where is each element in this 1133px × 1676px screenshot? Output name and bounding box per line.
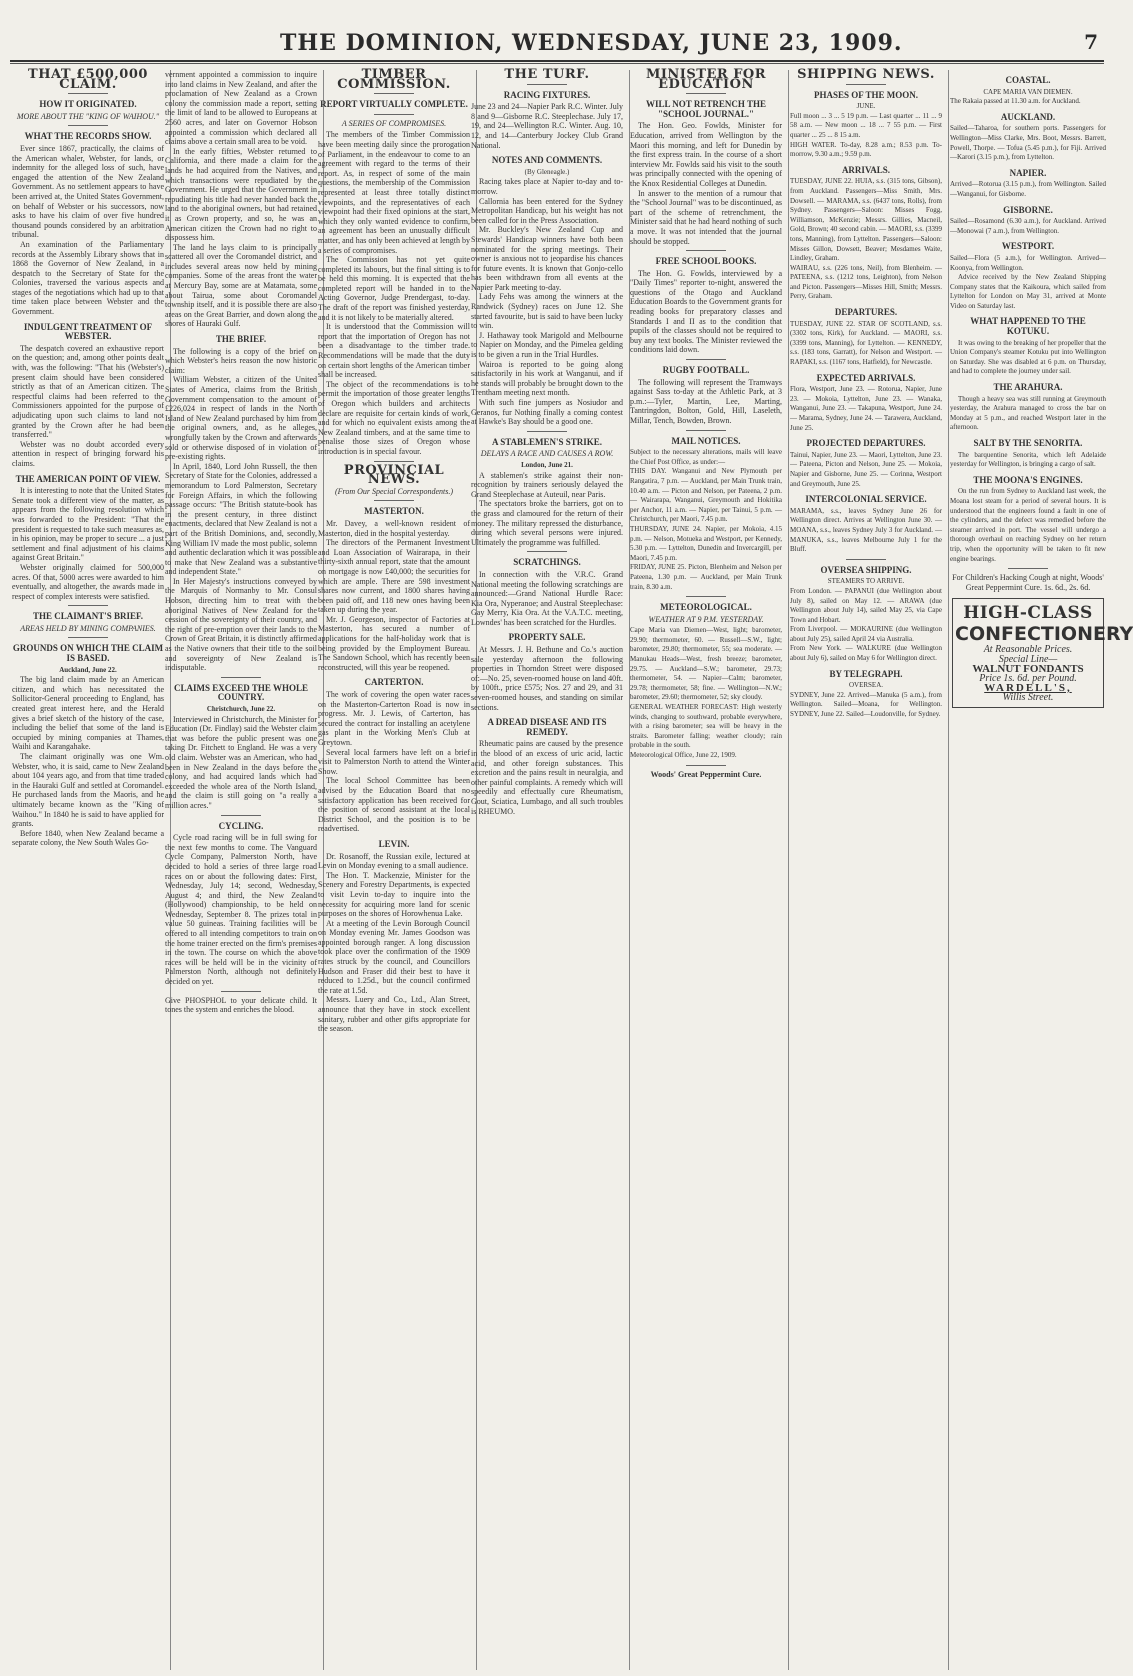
subhead-american-view: THE AMERICAN POINT OF VIEW. xyxy=(15,473,161,484)
subhead-compromises: A SERIES OF COMPROMISES. xyxy=(341,118,447,128)
column-5: MINISTER FOR EDUCATION WILL NOT RETRENCH THE "SCHOOL JOURNAL." The Hon. Geo. Fowlds, Minister for Education, arrived from Wellington by the Maori this morning, and left for Dunedin by the first express train. In the course of a short interview Mr. Fowlds said his visit to the south was principally connected with the opening of the Knox Residential Colleges at Dunedin. In answer to the mention of a rumour that the "School Journal" was to be discontinued, as part of the scheme of retrenchment, the Minister said that he had heard nothing of such a move. It was not intended that the journal should be stopped. FREE SCHOOL BOOKS. The Hon. G. Fowlds, interviewed by a "Daily Times" reporter to-night, answered the questions of the Otago and Auckland Education Boards to the Government grants for reading books for preparatory classes and Standards I and II as to the condition that pupils of the classes should not be required to buy any text books. The Minister reviewed the conditions laid down. RUGBY FOOTBALL. The following will represent the Tramways against Sass to-day at the Athletic Park, at 3 p.m.:—Tyler, Martin, Lee, Marting, Tantringdon, Bolton, Gold, Hill, Laseleth, Millar, Tench, Bowden, Brown. MAIL NOTICES. Subject to the necessary alterations, mails will leave the Chief Post Office, as under:— THIS DAY. Wanganui and New Plymouth per Rangatira, 7 p.m. — Auckland, per Main Trunk train, 10.40 a.m. — Picton and Nelson, per Pateena, 2 p.m. — Wairarapa, Wanganui, Greymouth and Hokitika per Anchor, 11 a.m. — Napier, per Tainui, 5 p.m. — Christchurch, per Maori, 7.45 p.m. THURSDAY, JUNE 24. Napier, per Mokoia, 4.15 p.m. — Nelson, Motueka and Westport, per Kennedy, 5.30 p.m. — Lyttelton, Dunedin and Invercargill, per Maori, 7.45 p.m. FRIDAY, JUNE 25. Picton, Blenheim and Nelson per Pateena, 1.30 p.m. — Auckland, per Main Trunk train, 8.30 a.m. METEOROLOGICAL. WEATHER AT 9 P.M. YESTERDAY. Cape Maria van Diemen—West, light; barometer, 29.90; thermometer, 60. — Russell—S.W., light; barometer, 29.80; thermometer, 55; sea moderate. — Manukau Heads—West, fresh breeze; barometer, 29.75. — Auckland—S.W.; barometer, 29.73; thermometer, 54. — Napier—Calm; barometer, 29.78; thermometer, 58; fine. — Wellington—N.W.; barometer, 29.60; thermometer, 52; sky cloudy. GENERAL WEATHER FORECAST: High westerly winds, changing to southward, probable everywhere, with a rising barometer; sea will be heavy in the straits. Barometer falling; weather cloudy; rain probable in the south. Meteorological Office, June 22, 1909. Woods' Great Peppermint Cure. xyxy=(630,70,782,1670)
subhead-records: WHAT THE RECORDS SHOW. xyxy=(24,131,152,142)
subhead-scratchings: SCRATCHINGS. xyxy=(513,557,581,568)
advert-wardells: WARDELL'S, xyxy=(984,681,1072,694)
masthead xyxy=(10,20,1104,62)
headline-education: MINISTER FOR EDUCATION xyxy=(645,67,767,92)
masthead-rule xyxy=(10,63,1104,64)
subhead-mail: MAIL NOTICES. xyxy=(671,435,741,446)
subhead-telegraph: BY TELEGRAPH. xyxy=(829,668,903,679)
headline-provincial: PROVINCIAL NEWS. xyxy=(343,462,445,488)
subhead-june: JUNE. xyxy=(856,102,876,111)
subhead-free-books: FREE SCHOOL BOOKS. xyxy=(655,256,757,267)
subhead-oversea-2: OVERSEA. xyxy=(848,681,884,690)
cough-advert: For Children's Hacking Cough at night, Woods' Great Peppermint Cure. 1s. 6d., 2s. 6d. xyxy=(952,573,1104,592)
subhead-moona: THE MOONA'S ENGINES. xyxy=(973,474,1083,485)
subhead-dread-disease: A DREAD DISEASE AND ITS REMEDY. xyxy=(487,717,607,737)
phosphol-advert: Give PHOSPHOL to your delicate child. It tones the system and enriches the blood. xyxy=(165,995,317,1015)
column-4: THE TURF. RACING FIXTURES. June 23 and 24—Napier Park R.C. Winter. July 8 and 9—Gisborne R.C. Steeplechase. July 17, 19, and 24—Wellington R.C. Winter. Aug. 10, 12, and 14—Canterbury Jockey Club Grand National. NOTES AND COMMENTS. (By Gleneagle.) Racing takes place at Napier to-day and to-morrow. Callornia has been entered for the Sydney Metropolitan Handicap, but his weight has not been called for in the Press Association. Mr. Buckley's New Zealand Cup and Stewards' Handicap winners have both been nominated for the spring meetings. Their owner is anxious not to jeopardise his chances for future events. It is known that Gonjo-cello has been withdrawn from all events at the Napier Park meeting to-day. Lady Fehs was among the winners at the Randwick (Sydney) races on June 12. She started favourite, but is said to have been lucky to win. J. Hathaway took Marigold and Melbourne to Napier on Monday, and the Pimelea gelding is to be given a run in the Trial Hurdles. Wairoa is reported to be going along satisfactorily in his work at Wanganui, and if he stands will probably be brought down to the Trentham meeting next month. With such fine jumpers as Nosiudor and Geranos, fur Nothing finally a coming contest at Hawke's Bay should be a good one. A STABLEMEN'S STRIKE. DELAYS A RACE AND CAUSES A ROW. London, June 21. A stablemen's strike against their non-recognition by trainers seriously delayed the Grand Steeplechase at Auteuil, near Paris. The spectators broke the barriers, got on to the grass and clamoured for the return of their money. The military repressed the disturbance, during which several persons were injured. Ultimately the programme was fulfilled. SCRATCHINGS. In connection with the V.R.C. Grand National meeting the following scratchings are announced:—Grand National Hurdle Race: Kia Ora, Nyperanoe; and Austral Steeplechase: Gay Merry, Kia Ora. At the V.A.T.C. meeting, Lowndes' has been scratched for the Hurdles. PROPERTY SALE. At Messrs. J. H. Bethune and Co.'s auction sale yesterday afternoon the following properties in Thorndon Street were disposed of:—No. 25, seven-roomed house on land 40ft. by 100ft., price £575; Nos. 27 and 29, and 31 seven-roomed houses, and standing on similar sections. A DREAD DISEASE AND ITS REMEDY. Rheumatic pains are caused by the presence in the blood of an excess of uric acid, lactic acid, and other foreign substances. This excretion and the pains result in neuralgia, and other painful complaints. A remedy which will speedily and effectually cure Rheumatism, Gout, Sciatica, Lumbago, and all such troubles is RHEUMO. xyxy=(471,70,623,1670)
headline-timber: TIMBER COMMISSION. xyxy=(337,67,451,92)
subhead-cycling: CYCLING. xyxy=(218,820,264,831)
advert-special: Special Line— xyxy=(998,653,1058,665)
subhead-rugby: RUGBY FOOTBALL. xyxy=(662,365,750,376)
subhead-grounds: GROUNDS ON WHICH THE CLAIM IS BASED. xyxy=(12,643,164,664)
subhead-treatment: INDULGENT TREATMENT OF WEBSTER. xyxy=(23,321,153,342)
subhead-projected: PROJECTED DEPARTURES. xyxy=(806,438,926,449)
dateline-auckland: Auckland, June 22. xyxy=(59,665,117,674)
headline-turf: THE TURF. xyxy=(504,67,590,82)
subhead-napier: NAPIER. xyxy=(1009,167,1047,178)
wardells-advert xyxy=(952,598,1133,708)
column-7: COASTAL. CAPE MARIA VAN DIEMEN. The Rakaia passed at 11.30 a.m. for Auckland. AUCKLAND. Sailed—Taharoa, for southern ports. Passengers for Wellington—Miss Clarke, Mrs. Boot, Messrs. Barrett, Powell, Thorpe. — Tofua (5.45 p.m.), for Fiji. Arrived—Karori (3.15 p.m.), from Lyttelton. NAPIER. Arrived—Rotorua (3.15 p.m.), from Wellington. Sailed—Wanganui, for Gisborne. GISBORNE. Sailed—Rosamond (6.30 a.m.), for Auckland. Arrived—Monowai (7 a.m.), from Wellington. WESTPORT. Sailed—Flora (5 a.m.), for Wellington. Arrived—Koonya, from Wellington. Advice received by the New Zealand Shipping Company states that the Kaikoura, which sailed from Lyttelton for London on May 31, arrived at Monte Video on Saturday last. WHAT HAPPENED TO THE KOTUKU. It was owing to the breaking of her propeller that the Union Company's steamer Kotuku put into Wellington on Saturday. She was disabled at 6 p.m. on Thursday, and had to complete the journey under sail. THE ARAHURA. Though a heavy sea was still running at Greymouth yesterday, the Arahura managed to cross the bar on Monday at 5 p.m., and reached Westport later in the afternoon. SALT BY THE SENORITA. The barquentine Senorita, which left Adelaide yesterday for Wellington, is bringing a cargo of salt. THE MOONA'S ENGINES. On the run from Sydney to Auckland last week, the Moana lost steam for a period of several hours. It is understood that the engineers found a fault in one of the cylinders, and the defect was remedied before the steamer arrived in port. The vessel will undergo a thorough overhaul on reaching Sydney on her return trip, when the opportunity will be taken to fit new engine bearings. For Children's Hacking Cough at night, Woods' Great Peppermint Cure. 1s. 6d., 2s. 6d. HIGH-CLASS CONFECTIONERY At Reasonable Prices. Special Line— WALNUT FONDANTS Price 1s. 6d. per Pound. WARDELL'S, Willis Street. xyxy=(950,70,1106,1670)
subhead-king: MORE ABOUT THE "KING OF WAIHOU." xyxy=(16,111,160,121)
column-6: SHIPPING NEWS. PHASES OF THE MOON. JUNE. Full moon ... 3 ... 5 19 p.m. — Last quarter ... 11 ... 9 58 a.m. — New moon ... 18 ... 7 55 p.m. — First quarter ... 25 ... 8 15 a.m. HIGH WATER. To-day, 8.28 a.m.; 8.53 p.m. To-morrow, 9.30 a.m.; 9.59 p.m. ARRIVALS. TUESDAY, JUNE 22. HUIA, s.s. (315 tons, Gibson), from Auckland. Passengers—Miss Smith, Mrs. Dowsell. — MARAMA, s.s. (6437 tons, Rolls), from Sydney. Passengers—Saloon: Misses Fogg, Williamson, McKenzie; Messrs. Gillies, Macneil, Gold, Brown; 40 second cabin. — MAORI, s.s. (3399 tons, Manning), from Lyttelton. Passengers—Saloon: Misses Gillon, Dowsett, Beaver; Mesdames Waite, Lindley, Graham. WAIRAU, s.s. (226 tons, Neil), from Blenheim. — PATEENA, s.s. (1212 tons, Leighton), from Nelson and Picton. Passengers—Misses Hill, Smith; Messrs. Perry, Graham. DEPARTURES. TUESDAY, JUNE 22. STAR OF SCOTLAND, s.s. (3302 tons, Kirk), for Auckland. — MAORI, s.s. (3399 tons, Manning), for Lyttelton. — KENNEDY, s.s. (183 tons, Garratt), for Nelson and Westport. — RAPAKI, s.s. (1167 tons, Hatfield), for Newcastle. EXPECTED ARRIVALS. Flora, Westport, June 23. — Rotorua, Napier, June 23. — Mokoia, Lyttelton, June 23. — Wanaka, Wanganui, June 23. — Takapuna, Westport, June 24. — Marama, Sydney, June 24. — Tarawera, Auckland, June 25. PROJECTED DEPARTURES. Tainui, Napier, June 23. — Maori, Lyttelton, June 23. — Pateena, Picton and Nelson, June 25. — Mokoia, Napier and Gisborne, June 25. — Corinna, Westport and Greymouth, June 25. INTERCOLONIAL SERVICE. MARAMA, s.s., leaves Sydney June 26 for Wellington direct. Arrives at Wellington June 30. — MOANA, s.s., leaves Sydney July 3 for Auckland. — MANUKA, s.s., leaves Melbourne July 1 for the Bluff. OVERSEA SHIPPING. STEAMERS TO ARRIVE. From London. — PAPANUI (due Wellington about July 8), sailed on May 12. — ARAWA (due Wellington about July 14), sailed May 25, via Cape Town and Hobart. From Liverpool. — MOKAURINE (due Wellington about July 25), sailed April 24 via Australia. From New York. — WALKURE (due Wellington about July 6), sailed on May 6 for Wellington direct. BY TELEGRAPH. OVERSEA. SYDNEY, June 22. Arrived—Manuka (5 a.m.), from Wellington. Sailed—Moana, for Wellington. SYDNEY, June 22. Sailed—Loudonville, for Sydney. xyxy=(790,70,942,1670)
subhead-fixtures: RACING FIXTURES. xyxy=(503,89,591,100)
advert-price: Price 1s. 6d. per Pound. xyxy=(979,673,1077,685)
peppermint-signoff: Woods' Great Peppermint Cure. xyxy=(650,769,762,779)
place-carterton: CARTERTON. xyxy=(364,677,424,688)
subhead-intercolonial: INTERCOLONIAL SERVICE. xyxy=(805,494,927,505)
paper-title: THE DOMINION, WEDNESDAY, JUNE 23, 1909. xyxy=(280,30,903,56)
headline-claim: THAT £500,000 CLAIM. xyxy=(28,67,148,92)
advert-prices: At Reasonable Prices. xyxy=(983,644,1073,656)
subhead-gisborne: GISBORNE. xyxy=(1003,204,1053,215)
subhead-correspondents: (From Our Special Correspondents.) xyxy=(334,486,454,496)
subhead-brief: THE CLAIMANT'S BRIEF. xyxy=(33,611,143,622)
headline-shipping: SHIPPING NEWS. xyxy=(797,67,935,82)
byline-gleneagle: (By Gleneagle.) xyxy=(524,167,570,176)
subhead-kotuku: WHAT HAPPENED TO THE KOTUKU. xyxy=(970,316,1086,337)
subhead-mining: AREAS HELD BY MINING COMPANIES. xyxy=(20,623,156,633)
subhead-report: REPORT VIRTUALLY COMPLETE. xyxy=(320,99,468,110)
subhead-strike: A STABLEMEN'S STRIKE. xyxy=(491,436,603,447)
subhead-brief-2: THE BRIEF. xyxy=(215,334,267,345)
subhead-westport: WESTPORT. xyxy=(1001,241,1055,252)
place-levin: LEVIN. xyxy=(378,838,410,849)
subhead-coastal: COASTAL. xyxy=(1005,75,1051,85)
subhead-expected: EXPECTED ARRIVALS. xyxy=(816,372,916,383)
advert-confectionery: CONFECTIONERY xyxy=(955,623,1133,646)
column-1: THAT £500,000 CLAIM. HOW IT ORIGINATED. MORE ABOUT THE "KING OF WAIHOU." WHAT THE RECORDS SHOW. Ever since 1867, practically, the claims of the American whaler, Webster, for lands, or indemnity for the alleged loss of such, have engaged the attention of the New Zealand Government. As no settlement appears to have been arrived at, the United States Government, on behalf of Webster or his successors, now asks to have his claim of over five hundred thousand pounds considered by an arbitration tribunal. An examination of the Parliamentary records at the Assembly Library shows that in 1868 the Governor of New Zealand, in a despatch to the Secretary of State for the Colonies, traversed the various aspects and stages of the negotiations which had up to that time taken place between Webster and the Government. INDULGENT TREATMENT OF WEBSTER. The despatch covered an exhaustive report on the question; and, among other points dealt with, was the following: "That his (Webster's) present claim should have been considered strictly as that of an American citizen. The respectful claims had been referred to the Commissioners appointed for the purpose of adjudicating upon such claims to land not granted by the Crown after he had been transferred." Webster was no doubt accorded every attention in respect of bringing forward his claims. THE AMERICAN POINT OF VIEW. It is interesting to note that the United States Senate took a different view of the matter, as appears from the following resolution which was forwarded to the President: "That the president is requested to take such measures as, in his opinion, may be proper to secure ... a just settlement and final adjustment of his claims against Great Britain." Webster originally claimed for 500,000 acres. Of that, 5000 acres were awarded to him eventually, and altogether, the awards made in respect of complex interests were satisfied. THE CLAIMANT'S BRIEF. AREAS HELD BY MINING COMPANIES. GROUNDS ON WHICH THE CLAIM IS BASED. Auckland, June 22. The big land claim made by an American citizen, and which has necessitated the Sollicitor-General proceeding to England, has created great interest here, and the Herald gives a brief sketch of the history of the case, including the belief that some of the land is occupied by mining companies at Thames, Waihi and Karangahake. The claimant originally was one Wm. Webster, who, it is said, came to New Zealand about 104 years ago, and from that time traded in the Hauraki Gulf and settled at Coromandel. He purchased lands from the Maoris, and he ultimately became known as the "King of Waihou." In 1840 he is said to have applied for grants. Before 1840, when New Zealand became a separate colony, the New South Wales Go- xyxy=(12,70,164,1670)
subhead-cape-maria: CAPE MARIA VAN DIEMEN. xyxy=(983,87,1073,96)
subhead-notes: NOTES AND COMMENTS. xyxy=(491,155,603,166)
dateline-london: London, June 21. xyxy=(521,460,573,469)
column-3: TIMBER COMMISSION. REPORT VIRTUALLY COMPLETE. A SERIES OF COMPROMISES. The members of the Timber Commission have been meeting daily since the prorogation of Parliament, in the endeavour to come to an agreement with regard to the terms of their report. As, in respect of some of the main questions, the membership of the Commission represented at least three totally distinct viewpoints, and the representatives of each viewpoint had their fixed opinions at the start, which they only wanted evidence to confirm, an agreement has been an unusually difficult matter, and has only been achieved at length by a series of compromises. The Commission has not yet quite completed its labours, but the final sitting is to be held this morning. It is expected that the completed report will be handed in to the Acting Governor, Judge Prendergast, to-day. The draft of the report was finished yesterday, and it is not likely to be materially altered. It is understood that the Commission will report that the importation of Oregon has not been a disadvantage to the timber trade. Recommendations will be made that the duty on certain short lengths of the American timber shall be increased. The object of the recommendations is to permit the importation of those greater lengths of Oregon which builders and architects declare are requisite for certain kinds of work, and for which no equivalent exists among the New Zealand timbers, and at the same time to penalise those sizes of Oregon whose introduction is in special favour. PROVINCIAL NEWS. (From Our Special Correspondents.) MASTERTON. Mr. Davey, a well-known resident of Masterton, died in the hospital yesterday. The directors of the Permanent Investment and Loan Association of Wairarapa, in their thirty-sixth annual report, state that the amount on mortgage is now £40,000; the securities for which are ample. There are 598 investment shares now current, and 1800 shares having been paid off, and 118 new ones having been taken up during the year. Mr. J. Georgeson, inspector of Factories at Masterton, has secured a number of applications for the half-holiday work that is being provided by the Employment Bureau. The Sandown School, which has recently been reconstructed, will this year be reopened. CARTERTON. The work of covering the open water races on the Masterton-Carterton Road is now in progress. Mr. J. Lewis, of Carterton, has secured the contract for installing an acetylene gas plant in the Working Men's Club at Greytown. Several local farmers have left on a brief visit to Palmerston North to attend the Winter Show. The local School Committee has been advised by the Education Board that no satisfactory application has been received for the position of second assistant at the local District School, and the position is to be readvertised. LEVIN. Dr. Rosanoff, the Russian exile, lectured at Levin on Monday evening to a small audience. The Hon. T. Mackenzie, Minister for the Scenery and Forestry Departments, is expected to visit Levin to-day to inquire into the necessity for acquiring more land for scenic purposes on the shores of Horowhenua Lake. At a meeting of the Levin Borough Council on Monday evening Mr. James Goodson was appointed borough ranger. A long discussion took place over the confirmation of the 1909 rates struck by the council, and Councillors Hudson and Fraser did their best to have it reduced to 1.25d., but the council confirmed the rate at 1.5d. Messrs. Luery and Co., Ltd., Alan Street, announce that they have in stock excellent sanitary, rubber and other gifts appropriate for the season. xyxy=(318,70,470,1670)
advert-address: Willis Street. xyxy=(1002,692,1054,704)
advert-fondants: WALNUT FONDANTS xyxy=(972,662,1084,675)
subhead-meteorological: METEOROLOGICAL. xyxy=(660,602,752,613)
subhead-arahura: THE ARAHURA. xyxy=(993,382,1063,393)
column-2: vernment appointed a commission to inquire into land claims in New Zealand, and after the proclamation of New Zealand as a Crown colony the commission made a report, setting the limit of land to be allowed to Europeans at 2560 acres, and later on Governor Hobson appointed a commission which declared all claims above a certain small area to be void. In the early fifties, Webster returned to California, and there made a claim for the lands he had acquired from the Natives, and which transactions were repudiated by the Government. He urged that the Government in repudiating his title had never handed back the land to the aboriginal owners, but had retained it as Crown property, and so, he was an American citizen the Crown had no right to dispossess him. The land he lays claim to is principally scattered all over the Coromandel district, and includes several areas now held by mining companies. Some of the areas front the water at Mercury Bay, some are at Matamata, some about Tairua, some about Coromandel township itself, and it is possible there are also areas on the Great Barrier, and down along the shores of Hauraki Gulf. THE BRIEF. The following is a copy of the brief on which Webster's heirs reason the now historic claim: William Webster, a citizen of the United States of America, claims from the British Government compensation to the amount of £226,024 in respect of lands in the North Island of New Zealand purchased by him from the original owners, and, as he alleges, wrongfully taken by the Crown and afterwards sold or otherwise disposed of in violation of pre-existing rights. In April, 1840, Lord John Russell, the then Secretary of State for the Colonies, addressed a memorandum to Lord Palmerston, Secretary for Foreign Affairs, in which the following passage occurs: "The British statute-book has in the present century, in three distinct enactments, declared that New Zealand is not a part of the British Dominions, and, secondly, King William IV made the most public, solemn and authentic declaration which it was possible to make that New Zealand was a substantive and independent State." In Her Majesty's instructions conveyed by the Marquis of Normanby to Mr. Consul Hobson, directing him to treat with the aboriginal Natives of New Zealand for the cession of the sovereignty of their country, and the right of pre-emption over their lands to the Crown of Great Britain, it is distinctly affirmed as the Native owners that their title to the soil and sovereignty of New Zealand is indisputable. CLAIMS EXCEED THE WHOLE COUNTRY. Christchurch, June 22. Interviewed in Christchurch, the Minister for Education (Dr. Findlay) said the Webster claim that was before the public present was one taking Dr. Fitchett to England. He was a very old claim. Webster was an American, who had been in New Zealand in the days before the colony, and had acquired lands which had exceeded the whole area of the North Island, and the claim is still going on "a really a million acres." CYCLING. Cycle road racing will be in full swing for the next few months to come. The Vanguard Cycle Company, Palmerston North, have decided to hold a series of three large road races on or about the following dates: First, Wednesday, July 14; second, Wednesday, August 4; and third, the New Zealand (Hollywood) championship, to be held on Wednesday, September 8. The prizes total in value 50 guineas. Training facilities will be offered to all intending competitors to train on the home trainer erected on the firm's premises in the town. The course on which the above races will be held will be in the vicinity of Palmerston North, although not definitely decided on yet. Give PHOSPHOL to your delicate child. It tones the system and enriches the blood. xyxy=(165,70,317,1670)
subhead-arrivals: ARRIVALS. xyxy=(841,164,891,175)
subhead-origin: HOW IT ORIGINATED. xyxy=(39,99,137,110)
subhead-oversea: OVERSEA SHIPPING. xyxy=(820,564,912,575)
subhead-delays: DELAYS A RACE AND CAUSES A ROW. xyxy=(480,449,614,459)
page-number: 7 xyxy=(1084,30,1098,54)
article-body: Ever since 1867, practically, the claims of the American whaler, Webster, for lands, or indemnity for the alleged loss of such, have engaged the attention of the New Zealand Government. As no settlement appears to have been arrived at, the United States Government, on behalf of Webster or his successors, now asks to have his claim of over five hundred thousand pounds considered by an arbitration tribunal. An examination of the Parliamentary records at the Assembly Library shows that in 1868 the Governor of New Zealand, in a despatch to the Secretary of State for the Colonies, traversed the various aspects and stages of the negotiations which had up to that time taken place between Webster and the Government. xyxy=(12,143,164,317)
subhead-senorita: SALT BY THE SENORITA. xyxy=(973,438,1083,448)
dateline-christchurch: Christchurch, June 22. xyxy=(206,705,276,713)
subhead-claims-exceed: CLAIMS EXCEED THE WHOLE COUNTRY. xyxy=(174,682,308,703)
subhead-moon: PHASES OF THE MOON. xyxy=(813,89,918,100)
subhead-weather: WEATHER AT 9 P.M. YESTERDAY. xyxy=(648,614,764,624)
subhead-departures: DEPARTURES. xyxy=(834,307,898,318)
subhead-journal: WILL NOT RETRENCH THE "SCHOOL JOURNAL." xyxy=(646,99,766,119)
subhead-auckland: AUCKLAND. xyxy=(1000,111,1056,122)
place-masterton: MASTERTON. xyxy=(364,506,424,517)
subhead-property-sale: PROPERTY SALE. xyxy=(508,632,586,643)
subhead-steamers: STEAMERS TO ARRIVE. xyxy=(827,577,905,586)
advert-high-class: HIGH-CLASS xyxy=(963,603,1093,624)
